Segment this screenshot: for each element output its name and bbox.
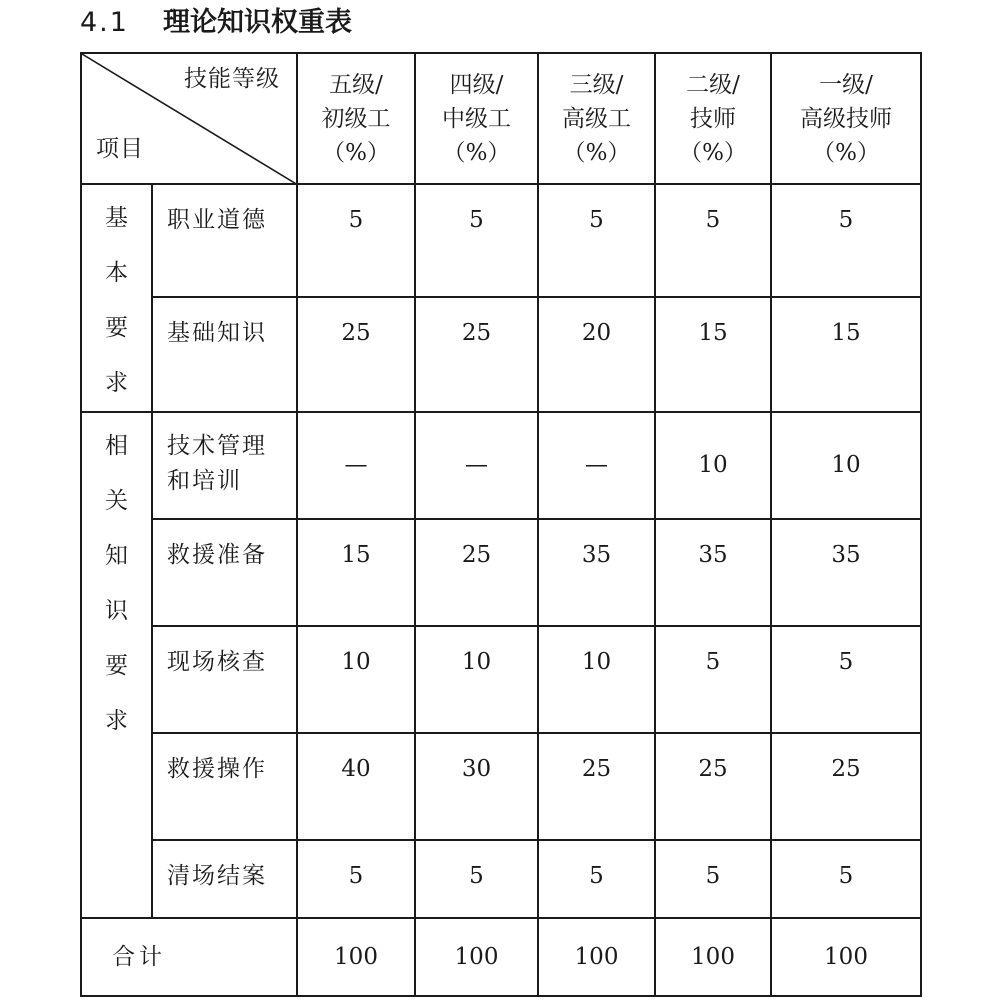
corner-header [81, 53, 297, 184]
cell-value: 15 [297, 519, 415, 626]
row-item: 救援准备 [152, 519, 297, 626]
cell-value: 35 [771, 519, 921, 626]
cell-value: 25 [415, 297, 538, 412]
cell-value: 30 [415, 733, 538, 840]
section-heading [80, 2, 352, 44]
level-header-2 [655, 53, 771, 184]
table-row [81, 626, 921, 733]
group-char: 相 [105, 433, 128, 459]
cell-value: 5 [655, 840, 771, 918]
level-title: 中级工 [442, 105, 511, 132]
row-item: 基础知识 [152, 297, 297, 412]
level-name: 四级/ [449, 71, 504, 98]
group-char: 求 [105, 708, 128, 734]
cell-value: 5 [655, 184, 771, 297]
cell-value: 5 [297, 840, 415, 918]
level-name: 一级/ [819, 71, 873, 98]
level-unit: （%） [679, 139, 747, 166]
cell-value: 25 [771, 733, 921, 840]
cell-value: 25 [415, 519, 538, 626]
level-header-5 [297, 53, 415, 184]
total-value: 100 [771, 918, 921, 996]
header-row [81, 53, 921, 184]
cell-value: 35 [655, 519, 771, 626]
level-title: 初级工 [321, 105, 391, 132]
total-value: 100 [655, 918, 771, 996]
cell-value: — [297, 412, 415, 519]
group-char: 关 [105, 488, 128, 514]
level-name: 三级/ [569, 71, 624, 98]
cell-value: 5 [771, 626, 921, 733]
group-char: 求 [105, 370, 128, 396]
level-title: 技师 [690, 105, 736, 132]
level-title: 高级工 [562, 105, 631, 132]
cell-value: — [538, 412, 655, 519]
row-item-line: 和培训 [167, 468, 242, 494]
cell-value: 25 [538, 733, 655, 840]
group-basic-requirements [81, 184, 152, 412]
table-row [81, 412, 921, 519]
cell-value: 10 [297, 626, 415, 733]
total-value: 100 [538, 918, 655, 996]
row-item: 清场结案 [152, 840, 297, 918]
cell-value: 15 [655, 297, 771, 412]
cell-value: 20 [538, 297, 655, 412]
level-header-4 [415, 53, 538, 184]
level-unit: （%） [442, 139, 511, 166]
level-name: 二级/ [686, 71, 740, 98]
cell-value: 10 [771, 412, 921, 519]
level-name: 五级/ [329, 71, 383, 98]
section-number: 4.1 [80, 7, 129, 38]
cell-value: 5 [415, 840, 538, 918]
theory-weight-table [80, 52, 922, 997]
cell-value: 15 [771, 297, 921, 412]
total-row [81, 918, 921, 996]
level-title: 高级技师 [800, 105, 892, 132]
level-header-3 [538, 53, 655, 184]
skill-level-label: 技能等级 [184, 66, 280, 92]
cell-value: 10 [415, 626, 538, 733]
cell-value: — [415, 412, 538, 519]
row-item-line: 技术管理 [167, 433, 267, 459]
cell-value: 25 [655, 733, 771, 840]
table-row [81, 733, 921, 840]
cell-value: 10 [538, 626, 655, 733]
level-unit: （%） [562, 139, 631, 166]
table-row [81, 840, 921, 918]
cell-value: 5 [771, 184, 921, 297]
cell-value: 5 [538, 184, 655, 297]
group-char: 要 [105, 653, 128, 679]
cell-value: 10 [655, 412, 771, 519]
group-char: 识 [105, 598, 128, 624]
item-label: 项目 [96, 136, 144, 162]
total-label: 合计 [81, 918, 297, 996]
row-item: 现场核查 [152, 626, 297, 733]
cell-value: 5 [655, 626, 771, 733]
group-char: 要 [105, 315, 128, 341]
group-char: 知 [105, 543, 128, 569]
group-char: 基 [105, 205, 128, 231]
cell-value: 5 [297, 184, 415, 297]
cell-value: 40 [297, 733, 415, 840]
cell-value: 5 [771, 840, 921, 918]
total-value: 100 [297, 918, 415, 996]
row-item: 职业道德 [152, 184, 297, 297]
group-char: 本 [105, 260, 128, 286]
group-related-knowledge [81, 412, 152, 918]
table-row [81, 184, 921, 297]
section-title: 理论知识权重表 [162, 7, 352, 38]
row-item [152, 412, 297, 519]
total-value: 100 [415, 918, 538, 996]
cell-value: 5 [415, 184, 538, 297]
level-header-1 [771, 53, 921, 184]
cell-value: 5 [538, 840, 655, 918]
table-row [81, 297, 921, 412]
table-row [81, 519, 921, 626]
row-item: 救援操作 [152, 733, 297, 840]
cell-value: 25 [297, 297, 415, 412]
cell-value: 35 [538, 519, 655, 626]
level-unit: （%） [322, 139, 390, 166]
level-unit: （%） [812, 139, 880, 166]
